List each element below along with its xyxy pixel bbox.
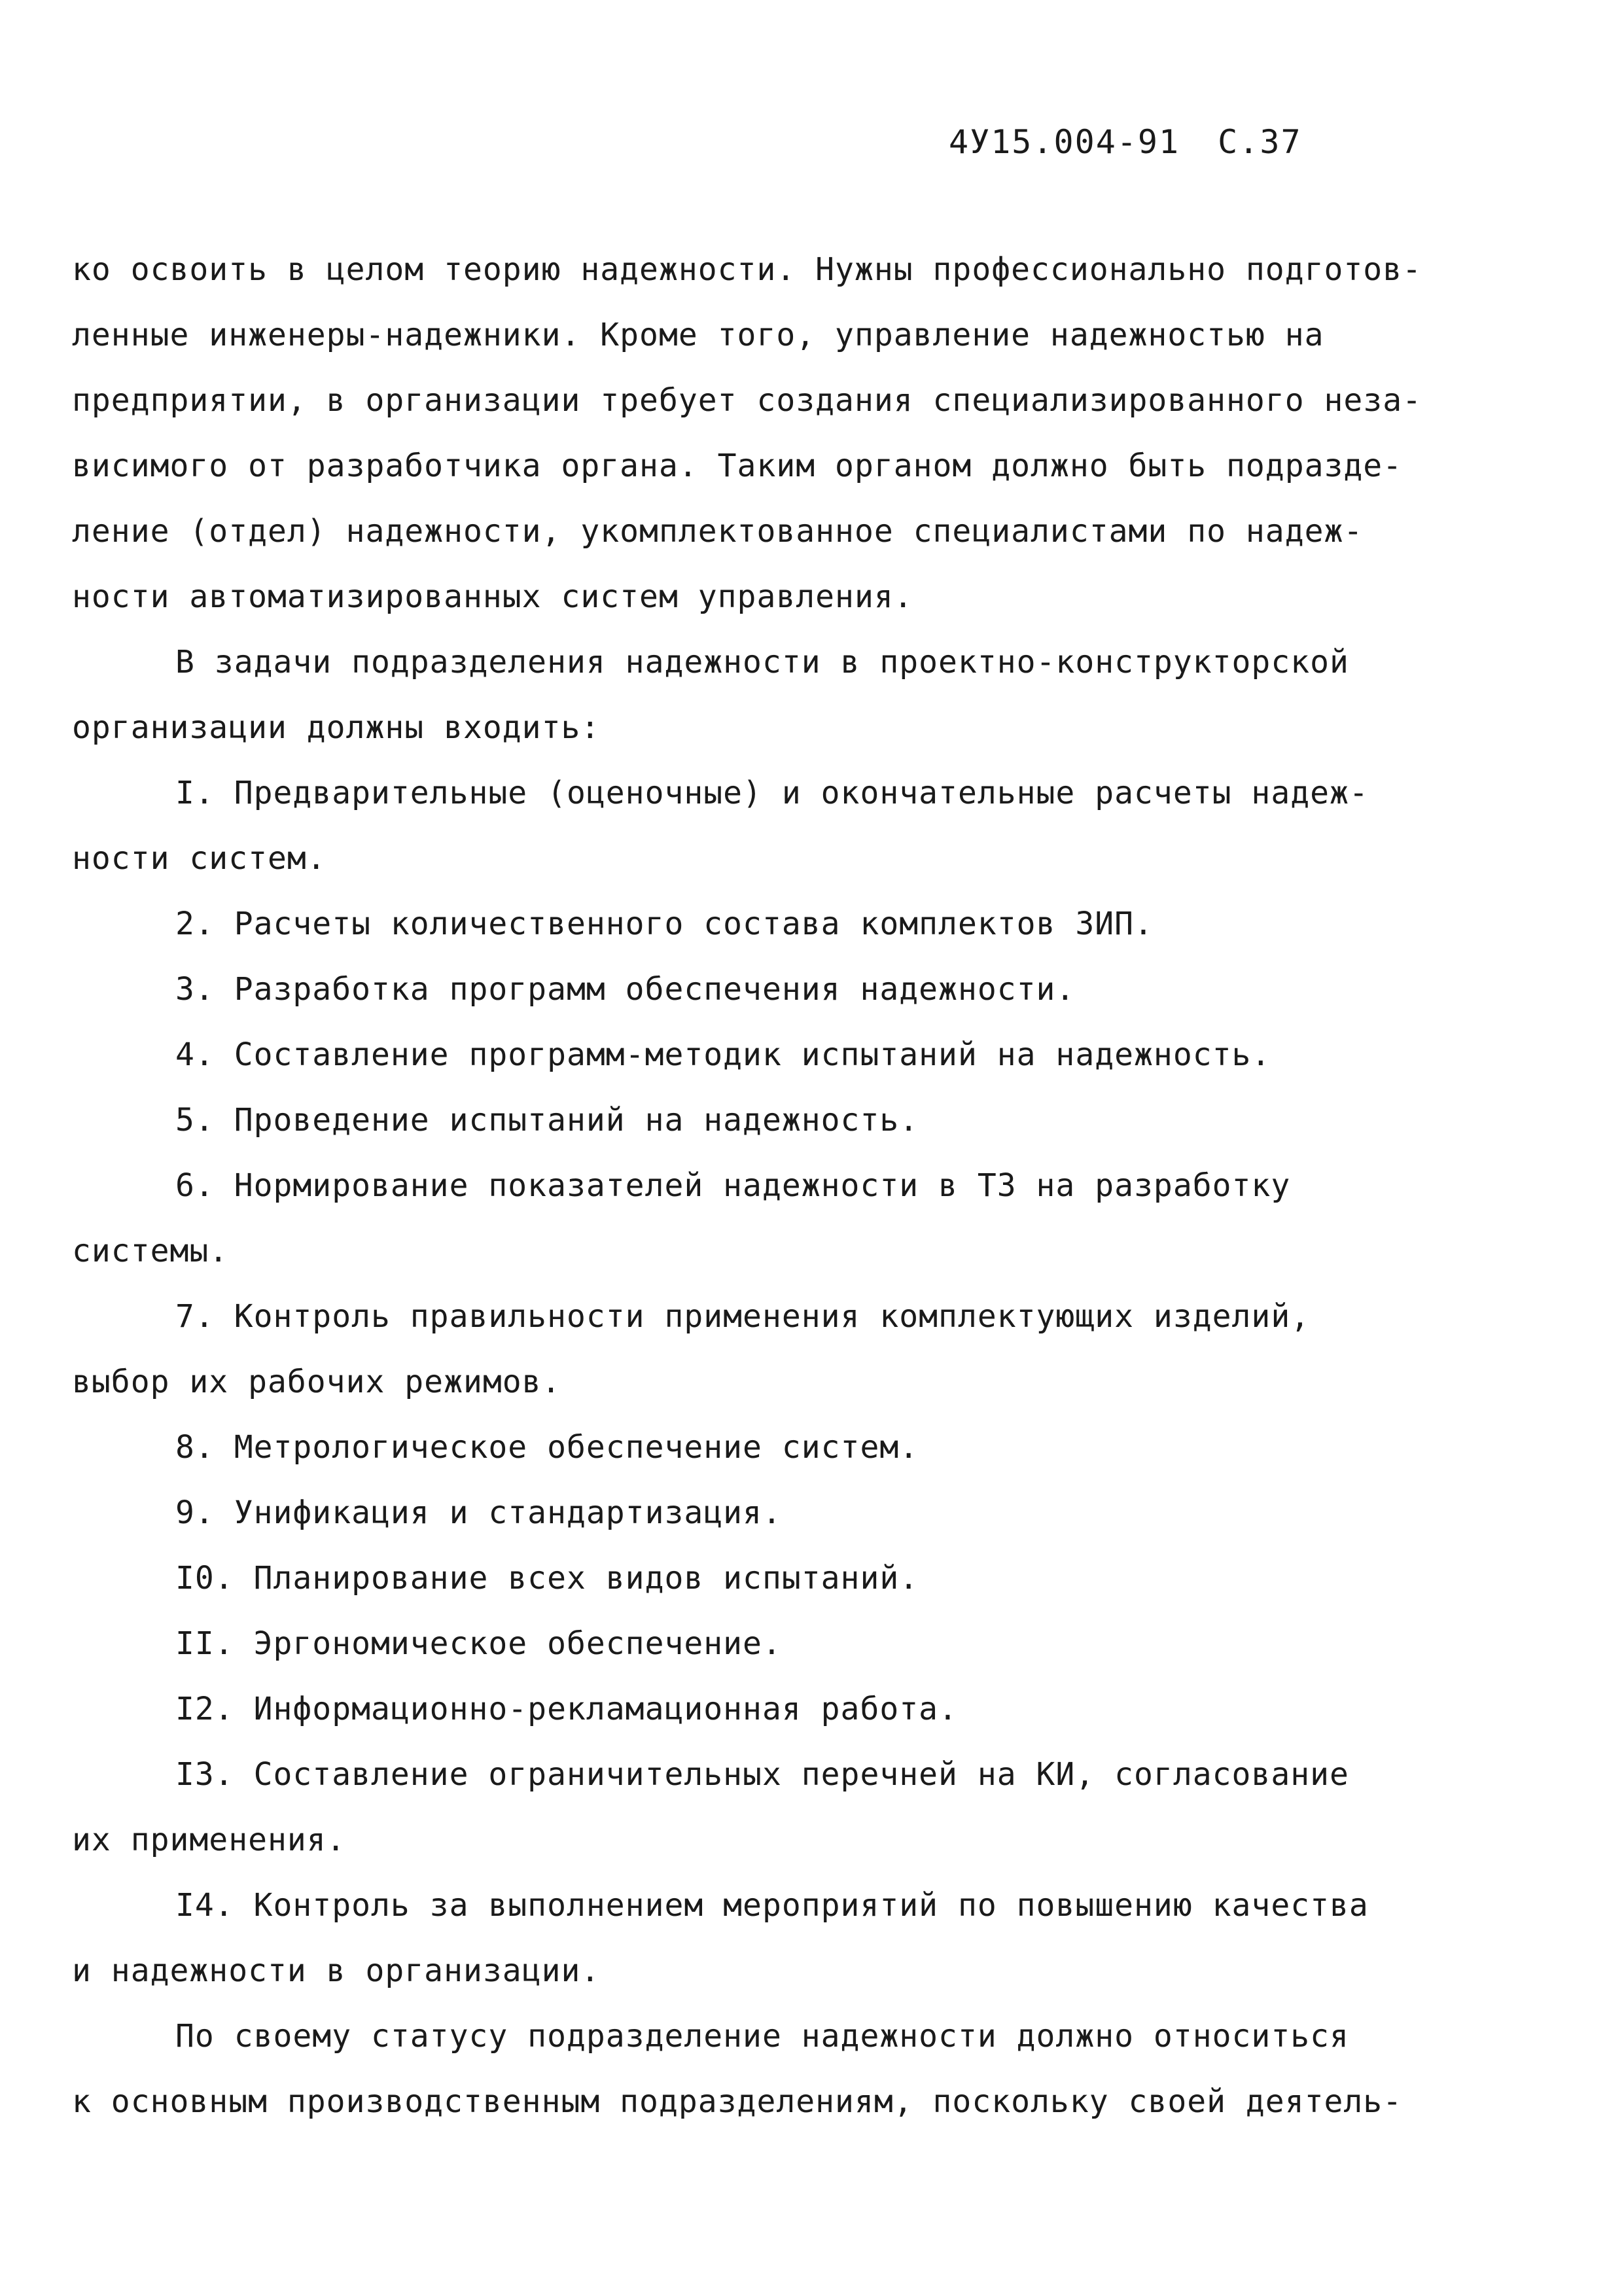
text-line: висимого от разработчика органа. Таким органом должно быть подразде- bbox=[72, 448, 1403, 484]
list-item: 6. Нормирование показателей надежности в ТЗ на разработку bbox=[175, 1167, 1291, 1204]
text-line: к основным производственным подразделениям, поскольку своей деятель- bbox=[72, 2083, 1403, 2120]
document-code: 4У15.004-91 bbox=[949, 123, 1180, 161]
text-line: ление (отдел) надежности, укомплектованное специалистами по надеж- bbox=[72, 513, 1364, 550]
list-item: 3. Разработка программ обеспечения надежности. bbox=[175, 971, 1076, 1008]
list-item: II. Эргономическое обеспечение. bbox=[175, 1625, 782, 1662]
list-item-continuation: системы. bbox=[72, 1233, 229, 1269]
text-line: В задачи подразделения надежности в проектно-конструкторской bbox=[175, 644, 1349, 680]
page-header bbox=[949, 123, 1302, 161]
text-line: предприятии, в организации требует создания специализированного неза- bbox=[72, 382, 1422, 419]
text-line: По своему статусу подразделение надежности должно относиться bbox=[175, 2018, 1349, 2055]
list-item: 8. Метрологическое обеспечение систем. bbox=[175, 1429, 919, 1466]
text-line: ко освоить в целом теорию надежности. Нужны профессионально подготов- bbox=[72, 251, 1422, 288]
list-item: I2. Информационно-рекламационная работа. bbox=[175, 1691, 958, 1727]
list-item: 9. Унификация и стандартизация. bbox=[175, 1494, 782, 1531]
list-item: I0. Планирование всех видов испытаний. bbox=[175, 1560, 919, 1597]
text-line: ленные инженеры-надежники. Кроме того, управление надежностью на bbox=[72, 317, 1324, 353]
list-item-continuation: их применения. bbox=[72, 1822, 346, 1858]
list-item-continuation: выбор их рабочих режимов. bbox=[72, 1364, 561, 1400]
list-item: 5. Проведение испытаний на надежность. bbox=[175, 1102, 919, 1138]
list-item: 7. Контроль правильности применения комплектующих изделий, bbox=[175, 1298, 1311, 1335]
list-item: 2. Расчеты количественного состава комплектов ЗИП. bbox=[175, 906, 1154, 942]
list-item: 4. Составление программ-методик испытаний на надежность. bbox=[175, 1036, 1271, 1073]
text-line: организации должны входить: bbox=[72, 709, 601, 746]
list-item-continuation: и надежности в организации. bbox=[72, 1952, 601, 1989]
list-item: I3. Составление ограничительных перечней на КИ, согласование bbox=[175, 1756, 1349, 1793]
list-item: I4. Контроль за выполнением мероприятий по повышению качества bbox=[175, 1887, 1369, 1924]
text-line: ности автоматизированных систем управления. bbox=[72, 578, 913, 615]
list-item-continuation: ности систем. bbox=[72, 840, 327, 877]
page-number: С.37 bbox=[1218, 123, 1302, 161]
list-item: I. Предварительные (оценочные) и окончательные расчеты надеж- bbox=[175, 775, 1369, 811]
